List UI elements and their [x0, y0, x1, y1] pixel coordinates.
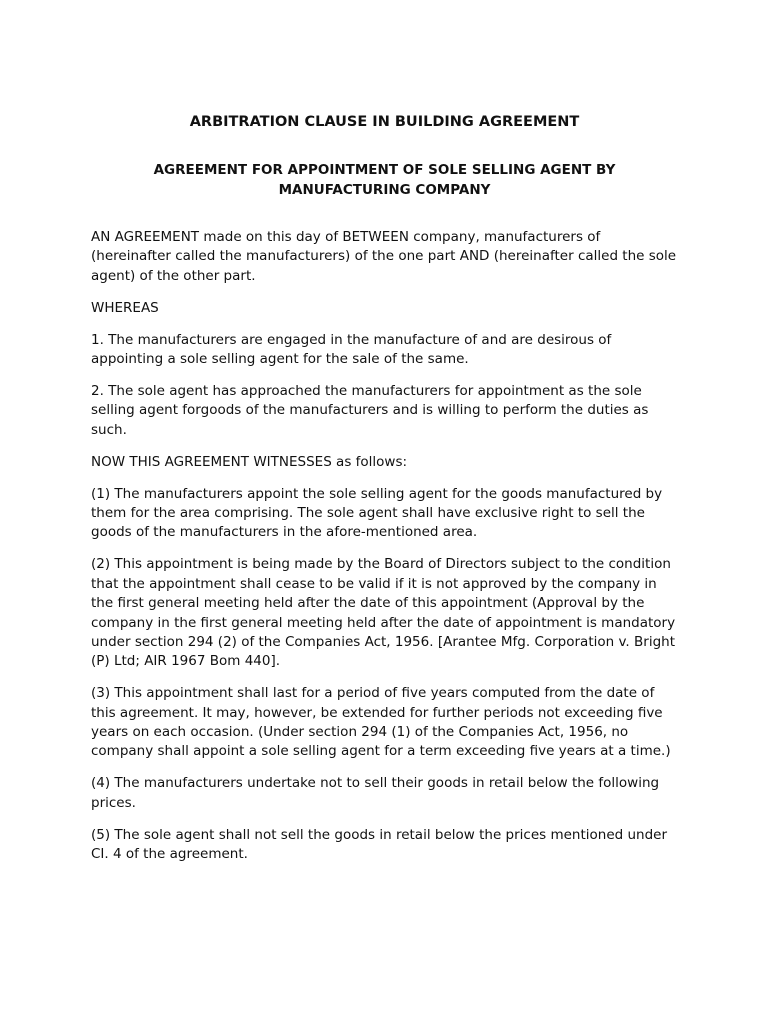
agreement-preamble: AN AGREEMENT made on this day of BETWEEN company, manufacturers of (hereinafter called the manufacturers) of the one part AND (hereinafter called the sole agent) of the other part. — [91, 229, 677, 284]
clause-3: (3) This appointment shall last for a period of five years computed from the date of this agreement. It may, however, be extended for further periods not exceeding five years on each occasion. (Under section 294 (1) of the Companies Act, 1956, no company shall appoint a sole selling agent for a term exceeding five years at a time.) — [91, 685, 671, 760]
document-title: ARBITRATION CLAUSE IN BUILDING AGREEMENT — [189, 114, 580, 130]
clause-2: (2) This appointment is being made by the Board of Directors subject to the condition that the appointment shall cease to be valid if it is not approved by the company in the first general meeting held after the date of this appointment (Approval by the company in the first general meeting held after the date of appointment is mandatory under section 294 (2) of the Companies Act, 1956. [Arantee Mfg. Corporation v. Bright (P) Ltd; AIR 1967 Bom 440]. — [91, 556, 676, 670]
whereas-heading: WHEREAS — [91, 299, 159, 316]
witnesses-heading: NOW THIS AGREEMENT WITNESSES as follows: — [91, 453, 408, 470]
clause-4: (4) The manufacturers undertake not to sell their goods in retail below the following prices. — [91, 775, 660, 811]
document-subtitle: AGREEMENT FOR APPOINTMENT OF SOLE SELLING AGENT BY MANUFACTURING COMPANY — [153, 162, 616, 198]
clause-1: (1) The manufacturers appoint the sole selling agent for the goods manufactured by them for the area comprising. The sole agent shall have exclusive right to sell the goods of the manufacturers in the afore-mentioned area. — [91, 485, 663, 541]
recital-2: 2. The sole agent has approached the manufacturers for appointment as the sole selling agent forgoods of the manufacturers and is willing to perform the duties as such. — [91, 382, 649, 438]
recital-1: 1. The manufacturers are engaged in the manufacture of and are desirous of appointing a sole selling agent for the sale of the same. — [91, 331, 612, 368]
clause-5: (5) The sole agent shall not sell the goods in retail below the prices mentioned under CI. 4 of the agreement. — [91, 826, 668, 863]
